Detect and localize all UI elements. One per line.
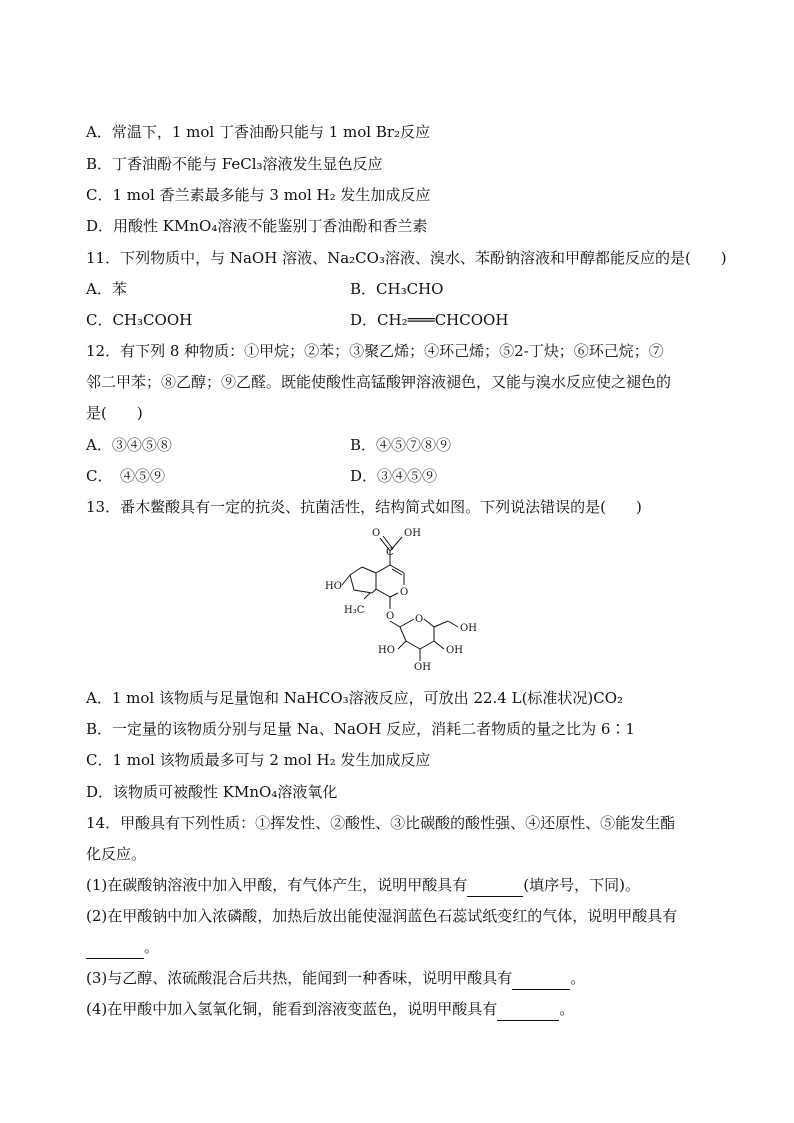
q14-stem-line2: 化反应。 bbox=[86, 845, 147, 863]
q11-option-a: A．苯 bbox=[86, 280, 127, 298]
q14-part2-cont bbox=[86, 936, 159, 959]
answer-blank-3[interactable] bbox=[512, 967, 570, 990]
label-c: C bbox=[386, 547, 394, 558]
q14-part4 bbox=[86, 998, 574, 1021]
label-ho2: HO bbox=[378, 645, 395, 656]
q14-part2: (2)在甲酸钠中加入浓磷酸，加热后放出能使湿润蓝色石蕊试纸变红的气体，说明甲酸具有 bbox=[86, 907, 678, 925]
q11-option-d: D．CH₂═══CHCOOH bbox=[350, 311, 509, 329]
loganic-acid-structure bbox=[320, 523, 490, 673]
q13-option-a: A．1 mol 该物质与足量饱和 NaHCO₃溶液反应，可放出 22.4 L(标准状况)CO₂ bbox=[86, 689, 624, 707]
q14-part1 bbox=[86, 874, 640, 897]
q13-option-c: C．1 mol 该物质最多可与 2 mol H₂ 发生加成反应 bbox=[86, 751, 431, 769]
q10-option-c: C．1 mol 香兰素最多能与 3 mol H₂ 发生加成反应 bbox=[86, 186, 431, 204]
q14-part1-text: (1)在碳酸钠溶液中加入甲酸，有气体产生，说明甲酸具有 bbox=[86, 876, 468, 894]
q10-option-a: A．常温下，1 mol 丁香油酚只能与 1 mol Br₂反应 bbox=[86, 123, 431, 141]
q13-stem: 13．番木鳖酸具有一定的抗炎、抗菌活性，结构简式如图。下列说法错误的是( ) bbox=[86, 498, 642, 516]
label-o-link: O bbox=[386, 611, 395, 622]
q14-stem-line1: 14．甲酸具有下列性质：①挥发性、②酸性、③比碳酸的酸性强、④还原性、⑤能发生酯 bbox=[86, 814, 676, 832]
answer-blank-4[interactable] bbox=[497, 998, 559, 1021]
q14-part3-text: (3)与乙醇、浓硫酸混合后共热，能闻到一种香味，说明甲酸具有 bbox=[86, 969, 513, 987]
q12-stem-line3: 是( ) bbox=[86, 404, 143, 422]
q14-part2-tail: 。 bbox=[144, 938, 160, 956]
label-oh1: OH bbox=[404, 528, 421, 539]
q12-option-a: A．③④⑤⑧ bbox=[86, 436, 172, 454]
answer-blank-1[interactable] bbox=[467, 874, 523, 897]
q13-option-b: B．一定量的该物质分别与足量 Na、NaOH 反应，消耗二者物质的量之比为 6∶1 bbox=[86, 720, 635, 738]
q11-option-c: C．CH₃COOH bbox=[86, 311, 193, 329]
q14-part3-tail: 。 bbox=[570, 969, 586, 987]
q12-stem-line2: 邻二甲苯；⑧乙醇；⑨乙醛。既能使酸性高锰酸钾溶液褪色，又能与溴水反应使之褪色的 bbox=[86, 373, 672, 391]
label-ch3: H₃C bbox=[344, 605, 365, 616]
label-oh4: OH bbox=[414, 662, 431, 673]
label-oh2: OH bbox=[460, 623, 477, 634]
q14-part4-tail: 。 bbox=[559, 1000, 575, 1018]
q11-option-b: B．CH₃CHO bbox=[350, 280, 444, 298]
label-o-ring: O bbox=[400, 587, 409, 598]
q12-option-d: D．③④⑤⑨ bbox=[350, 467, 438, 485]
label-oh3: OH bbox=[446, 645, 463, 656]
q10-option-d: D．用酸性 KMnO₄溶液不能鉴别丁香油酚和香兰素 bbox=[86, 217, 428, 235]
answer-blank-2[interactable] bbox=[86, 936, 144, 959]
q14-part1-tail: (填序号，下同)。 bbox=[523, 876, 640, 894]
q13-option-d: D．该物质可被酸性 KMnO₄溶液氧化 bbox=[86, 783, 338, 801]
q11-stem: 11．下列物质中，与 NaOH 溶液、Na₂CO₃溶液、溴水、苯酚钠溶液和甲醇都能反应的是( ) bbox=[86, 249, 727, 267]
q14-part3 bbox=[86, 967, 585, 990]
q14-part4-text: (4)在甲酸中加入氢氧化铜，能看到溶液变蓝色，说明甲酸具有 bbox=[86, 1000, 498, 1018]
label-ho: HO bbox=[325, 581, 342, 592]
label-o1: O bbox=[372, 528, 381, 539]
q12-option-c: C． ④⑤⑨ bbox=[86, 467, 165, 485]
q12-stem-line1: 12．有下列 8 种物质：①甲烷；②苯；③聚乙烯；④环己烯；⑤2-丁炔；⑥环己烷；⑦ bbox=[86, 342, 664, 360]
q12-option-b: B．④⑤⑦⑧⑨ bbox=[350, 436, 452, 454]
label-o-sugar: O bbox=[415, 614, 424, 625]
q10-option-b: B．丁香油酚不能与 FeCl₃溶液发生显色反应 bbox=[86, 155, 383, 173]
